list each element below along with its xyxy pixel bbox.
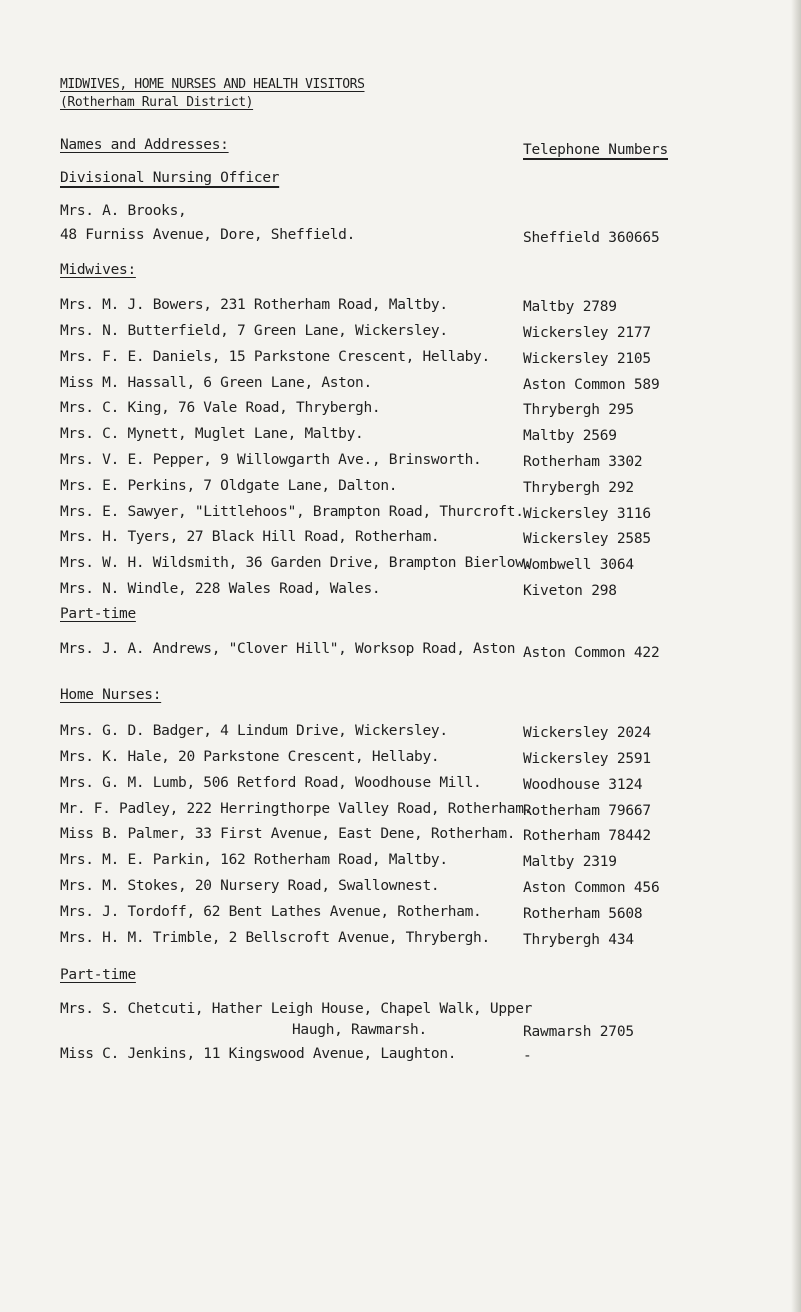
list-item-phone: Thrybergh 434: [523, 932, 634, 948]
list-item-phone: -: [523, 1048, 532, 1064]
list-item-phone: Wickersley 2591: [523, 751, 651, 767]
list-item-name: Mrs. W. H. Wildsmith, 36 Garden Drive, Brampton Bierlow.: [60, 555, 533, 571]
list-item-name: Mrs. N. Windle, 228 Wales Road, Wales.: [60, 581, 381, 597]
list-item-name: Mrs. F. E. Daniels, 15 Parkstone Crescent, Hellaby.: [60, 349, 490, 365]
list-item-name: Mrs. M. J. Bowers, 231 Rotherham Road, Maltby.: [60, 297, 448, 313]
list-item-phone: Aston Common 456: [523, 880, 660, 896]
document-subtitle: (Rotherham Rural District): [60, 95, 254, 110]
list-item-phone: Kiveton 298: [523, 583, 617, 599]
list-item-name: Mr. F. Padley, 222 Herringthorpe Valley Road, Rotherham.: [60, 801, 533, 817]
list-item-phone: Rotherham 3302: [523, 454, 643, 470]
list-item-name: Mrs. M. Stokes, 20 Nursery Road, Swallownest.: [60, 878, 440, 894]
list-item-phone: Aston Common 589: [523, 377, 660, 393]
list-item-name: Miss M. Hassall, 6 Green Lane, Aston.: [60, 375, 372, 391]
names-column-heading: Names and Addresses:: [60, 137, 229, 153]
telephone-column-heading: Telephone Numbers: [523, 142, 669, 158]
list-item-name: Mrs. J. A. Andrews, "Clover Hill", Worksop Road, Aston: [60, 641, 516, 657]
list-item-phone: Rawmarsh 2705: [523, 1024, 634, 1040]
list-item-name: Mrs. E. Sawyer, "Littlehoos", Brampton Road, Thurcroft.: [60, 504, 524, 520]
list-item-phone: Wickersley 3116: [523, 506, 651, 522]
list-item-phone: Maltby 2319: [523, 854, 617, 870]
home-nurses-heading: Home Nurses:: [60, 687, 162, 703]
scan-edge-shadow: [791, 0, 801, 1312]
list-item-name: Mrs. C. Mynett, Muglet Lane, Maltby.: [60, 426, 364, 442]
list-item-name: Mrs. G. M. Lumb, 506 Retford Road, Woodhouse Mill.: [60, 775, 482, 791]
list-item-phone: Thrybergh 295: [523, 402, 634, 418]
list-item-phone: Maltby 2789: [523, 299, 617, 315]
list-item-phone: Aston Common 422: [523, 645, 660, 661]
list-item-name: Mrs. N. Butterfield, 7 Green Lane, Wickersley.: [60, 323, 448, 339]
officer-heading: Divisional Nursing Officer: [60, 170, 280, 186]
list-item-phone: Wombwell 3064: [523, 557, 634, 573]
list-item-name: Mrs. H. M. Trimble, 2 Bellscroft Avenue, Thrybergh.: [60, 930, 490, 946]
officer-name: Mrs. A. Brooks,: [60, 203, 187, 219]
list-item-phone: Wickersley 2105: [523, 351, 651, 367]
list-item-name: Mrs. V. E. Pepper, 9 Willowgarth Ave., Brinsworth.: [60, 452, 482, 468]
officer-address: 48 Furniss Avenue, Dore, Sheffield.: [60, 227, 356, 243]
list-item-phone: Rotherham 79667: [523, 803, 651, 819]
list-item-phone: Maltby 2569: [523, 428, 617, 444]
midwives-part-time-heading: Part-time: [60, 606, 136, 622]
midwives-heading: Midwives:: [60, 262, 136, 278]
list-item-name: Mrs. J. Tordoff, 62 Bent Lathes Avenue, Rotherham.: [60, 904, 482, 920]
list-item-name: Mrs. M. E. Parkin, 162 Rotherham Road, Maltby.: [60, 852, 448, 868]
list-item-phone: Thrybergh 292: [523, 480, 634, 496]
list-item-phone: Wickersley 2024: [523, 725, 651, 741]
list-item-phone: Rotherham 5608: [523, 906, 643, 922]
list-item-phone: Woodhouse 3124: [523, 777, 643, 793]
list-item-name-continued: Haugh, Rawmarsh.: [292, 1022, 427, 1038]
document-title: MIDWIVES, HOME NURSES AND HEALTH VISITORS: [60, 77, 365, 92]
list-item-name: Mrs. C. King, 76 Vale Road, Thrybergh.: [60, 400, 381, 416]
list-item-name: Miss C. Jenkins, 11 Kingswood Avenue, Laughton.: [60, 1046, 457, 1062]
officer-phone: Sheffield 360665: [523, 230, 660, 246]
list-item-phone: Wickersley 2585: [523, 531, 651, 547]
list-item-name: Mrs. K. Hale, 20 Parkstone Crescent, Hellaby.: [60, 749, 440, 765]
list-item-name: Mrs. G. D. Badger, 4 Lindum Drive, Wickersley.: [60, 723, 448, 739]
list-item-name: Mrs. E. Perkins, 7 Oldgate Lane, Dalton.: [60, 478, 398, 494]
list-item-phone: Wickersley 2177: [523, 325, 651, 341]
list-item-name: Miss B. Palmer, 33 First Avenue, East Dene, Rotherham.: [60, 826, 516, 842]
list-item-name: Mrs. H. Tyers, 27 Black Hill Road, Rotherham.: [60, 529, 440, 545]
list-item-name: Mrs. S. Chetcuti, Hather Leigh House, Chapel Walk, Upper: [60, 1001, 533, 1017]
home-nurses-part-time-heading: Part-time: [60, 967, 136, 983]
list-item-phone: Rotherham 78442: [523, 828, 651, 844]
